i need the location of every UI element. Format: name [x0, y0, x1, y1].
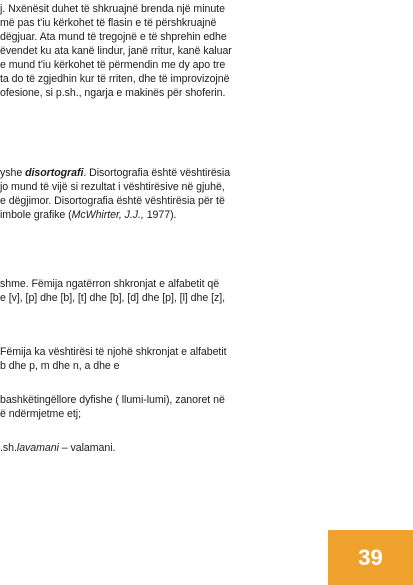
text-fragment: .sh.: [0, 442, 17, 454]
example-term: lavamani: [16, 442, 59, 454]
text-line: ë ndërmjetme etj;: [0, 408, 81, 420]
text-fragment: . Disortografia është vështirësia: [83, 167, 231, 179]
text-line: bashkëtingëllore dyfishe ( llumi-lumi), zanoret në: [0, 394, 225, 406]
text-line: [0, 167, 413, 179]
text-line: [0, 442, 413, 454]
text-line: ofesione, si p.sh., ngarja e makinës për shoferin.: [0, 87, 226, 99]
text-line: më pas t'iu kërkohet të flasin e të përshkruajnë: [0, 17, 217, 29]
text-line: Fëmija ka vështirësi të njohë shkronjat e alfabetit: [0, 346, 227, 358]
text-fragment: – valamani.: [58, 442, 116, 454]
page-number-box: [328, 530, 413, 585]
text-fragment: yshe: [0, 167, 26, 179]
text-line: e dëgjimor. Disortografia është vështirësia për të: [0, 195, 225, 207]
text-line: [0, 209, 413, 221]
text-line: shme. Fëmija ngatërron shkronjat e alfabetit që: [0, 278, 220, 290]
text-line: dëgjuar. Ata mund të tregojnë e të shprehin edhe: [0, 31, 227, 43]
text-line: ta do të zgjedhin kur të rriten, dhe të improvizojnë: [0, 73, 230, 85]
text-line: ëvendet ku ata kanë lindur, janë rritur, kanë kaluar: [0, 45, 232, 57]
page-number: 39: [358, 544, 383, 570]
text-line: e mund t'iu kërkohet të përmendin me dy apo tre: [0, 59, 226, 71]
text-line: b dhe p, m dhe n, a dhe e: [0, 360, 120, 372]
text-line: j. Nxënësit duhet të shkruajnë brenda një minute: [0, 3, 225, 15]
term-disortografi: disortografi: [25, 167, 84, 179]
text-line: e [v], [p] dhe [b], [t] dhe [b], [d] dhe [p], [l] dhe [z],: [0, 292, 226, 304]
text-fragment: imbole grafike (: [0, 209, 72, 221]
text-line: jo mund të vijë si rezultat i vështirësive në gjuhë,: [0, 181, 225, 193]
text-fragment: 1977).: [143, 209, 177, 221]
citation: McWhirter, J.J.,: [71, 209, 144, 221]
